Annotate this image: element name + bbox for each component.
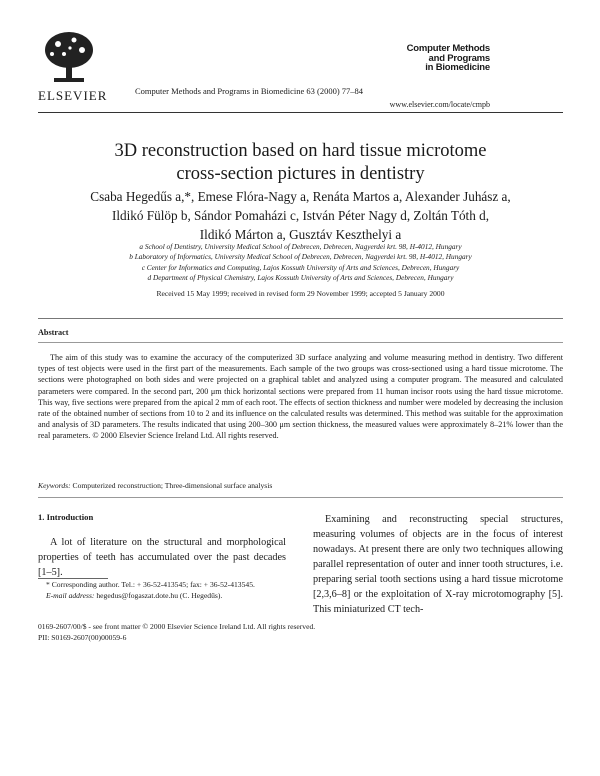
abstract-body <box>38 352 563 442</box>
journal-citation: Computer Methods and Programs in Biomedicine 63 (2000) 77–84 <box>135 86 364 96</box>
issn-line: 0169-2607/00/$ - see front matter © 2000 Elsevier Science Ireland Ltd. All rights reserved. <box>38 622 316 631</box>
author-line: Ildikó Fülöp b, Sándor Pomaházi c, István Péter Nagy d, Zoltán Tóth d, <box>111 208 489 223</box>
keywords-label: Keywords: <box>38 481 71 490</box>
intro-paragraph: A lot of literature on the structural and morphological properties of teeth has accumulated over the past decades [1–5]. <box>38 537 286 578</box>
article-title-line: 3D reconstruction based on hard tissue microtome <box>114 141 487 161</box>
journal-url-link[interactable]: www.elsevier.com/locate/cmpb <box>389 100 490 109</box>
article-dates: Received 15 May 1999; received in revised form 29 November 1999; accepted 5 January 2000 <box>156 289 445 298</box>
corresponding-author-note: * Corresponding author. Tel.: + 36-52-413545; fax: + 36-52-413545. <box>46 580 255 589</box>
abstract-top-divider <box>38 318 563 319</box>
keywords <box>38 481 563 490</box>
affiliation-line: d Department of Physical Chemistry, Lajos Kossuth University of Arts and Sciences, Debrecen, Hungary <box>147 272 454 282</box>
email-address: hegedus@fogaszat.dote.hu (C. Hegedűs). <box>96 590 223 600</box>
abstract-heading: Abstract <box>38 328 69 337</box>
front-matter <box>38 621 563 643</box>
header-divider <box>38 112 563 113</box>
journal-brand-line: Computer Methods <box>406 43 490 54</box>
affiliations <box>38 242 563 283</box>
journal-brand <box>407 44 490 73</box>
right-column <box>313 512 563 617</box>
article-title-line: cross-section pictures in dentistry <box>176 164 425 184</box>
abstract-paragraph: The aim of this study was to examine the accuracy of the computerized 3D surface analyzing and volume measuring method in dentistry. Two different types of test objects were used in the first part of the measurements. Each sample of the two groups was cross-sectioned using a hard tissue microtome. The sections were photographed on both sides and were projected on a graphical tablet and analyzed using a computer program. The measured and calculated parameters were compared. In the second part, 200 μm thick horizontal sections were prepared from 11 human incisor roots using the hard tissue microtome. This way, five sections were prepared from the apical 2 mm of each root. The effects of section thickness and number were modeled by decreasing the inclusion rate of the obtained number of sections from 10 to 2 and its influence on the calculated results was determined. This method was suitable for the approximation and analysis of 3D parameters. The results indicated that using 200–300 μm section thickness, the measured values were approximately 8–21% lower than the real parameters. © 2000 Elsevier Science Ireland Ltd. All rights reserved. <box>38 353 563 441</box>
email-label: E-mail address: <box>46 590 95 600</box>
author-line: Ildikó Márton a, Gusztáv Keszthelyi a <box>199 227 402 242</box>
author-line: Csaba Hegedűs a,*, Emese Flóra-Nagy a, Renáta Martos a, Alexander Juhász a, <box>90 189 511 204</box>
keywords-text: Computerized reconstruction; Three-dimensional surface analysis <box>72 481 273 490</box>
abstract-heading-divider <box>38 342 563 343</box>
affiliation-line: a School of Dentistry, University Medical School of Debrecen, Debrecen, Nagyerdei krt. 98, H-4012, Hungary <box>139 242 462 251</box>
author-list <box>38 187 563 244</box>
article-title <box>38 140 563 186</box>
left-column <box>38 535 286 580</box>
journal-brand-line: in Biomedicine <box>425 62 490 73</box>
footnote-divider <box>38 578 108 579</box>
publisher-name: ELSEVIER <box>38 88 108 103</box>
elsevier-tree-logo-icon <box>40 28 98 88</box>
affiliation-line: b Laboratory of Informatics, University Medical School of Debrecen, Debrecen, Nagyerdei krt. 98, H-4012, Hungary <box>129 252 472 262</box>
body-paragraph: Examining and reconstructing special structures, measuring volumes of objects are in the focus of interest nowadays. At present there are only two techniques allowing parallel representation of outer and inner tooth structures, i.e. preparing serial tooth sections using a hard tissue microtome [2,3,6–8] or the exploitation of X-ray microtomography [5]. This miniaturized CT tech- <box>313 514 563 615</box>
footnote <box>38 580 286 601</box>
section-heading-introduction: 1. Introduction <box>38 512 94 522</box>
pii-line: PII: S0169-2607(00)00059-6 <box>38 633 127 642</box>
body-divider <box>38 497 563 498</box>
journal-brand-line: and Programs <box>428 52 490 64</box>
email-note <box>38 591 286 602</box>
affiliation-line: c Center for Informatics and Computing, Lajos Kossuth University of Arts and Sciences, Debrecen, Hungary <box>141 262 460 272</box>
